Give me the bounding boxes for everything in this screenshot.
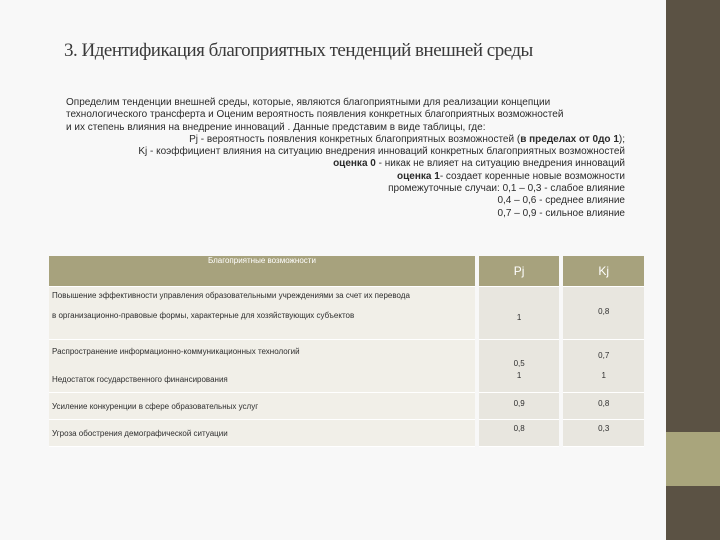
row-3-label: Усиление конкуренции в сфере образовательных услуг: [49, 393, 475, 420]
row-2-label-b: Недостаток государственного финансирования: [52, 375, 228, 384]
intro-line-3: и их степень влияния на внедрение инноваций . Данные представим в виде таблицы, где:: [66, 121, 486, 133]
pj-symbol: Pj: [189, 133, 199, 145]
score-1-text: - создает коренные новые возможности: [439, 170, 625, 182]
table-row: [49, 287, 644, 340]
score-1-label: оценка 1: [397, 170, 440, 182]
row-1-kj: 0,8: [563, 287, 644, 340]
side-bar-top: [666, 0, 720, 432]
table-header-row: [49, 256, 644, 287]
header-kj: Kj: [563, 256, 644, 287]
medium-effect: 0,4 – 0,6 - среднее влияние: [497, 195, 625, 207]
kj-symbol: Kj: [138, 146, 148, 158]
row-2-pj: 0,5 1: [479, 340, 560, 393]
row-4-pj: 0,8: [479, 420, 560, 447]
strong-effect: 0,7 – 0,9 - сильное влияние: [497, 207, 625, 219]
score-0-definition: [66, 158, 625, 170]
row-1-label-a: Повышение эффективности управления образовательными учреждениями за счет их перевода: [52, 291, 410, 300]
intermediate-cases: промежуточные случаи: 0,1 – 0,3 - слабое влияние: [388, 183, 625, 195]
pj-text: - вероятность появления конкретных благоприятных возможностей (: [198, 133, 521, 145]
table-row: [49, 420, 644, 447]
score-0-label: оценка 0: [333, 158, 376, 170]
row-1-label: [49, 287, 475, 340]
score-0-text: - никак не влияет на ситуацию внедрения инноваций: [375, 158, 625, 170]
row-3-pj: 0,9: [479, 393, 560, 420]
row-2-kj: 0,7 1: [563, 340, 644, 393]
row-2-label-a: Распространение информационно-коммуникационных технологий: [52, 347, 300, 356]
intro-line-1: Определим тенденции внешней среды, которые, являются благоприятными для реализации концепции: [66, 97, 551, 108]
pj-definition: [66, 134, 625, 146]
intro-line-2: технологического трансферта и Оценим вероятность появления конкретных благоприятных возможностей: [66, 109, 564, 121]
row-4-kj: 0,3: [563, 420, 644, 447]
row-2-label: [49, 340, 475, 393]
row-1-pj: 1: [479, 287, 560, 340]
header-opportunities: Благоприятные возможности: [49, 256, 475, 287]
row-4-label: Угроза обострения демографической ситуации: [49, 420, 475, 447]
score-1-definition: [66, 171, 625, 183]
side-bar-accent: [666, 432, 720, 486]
opportunities-table: [49, 256, 644, 447]
pj-end: );: [618, 133, 625, 145]
pj-range: в пределах от 0до 1: [520, 133, 619, 145]
side-bar-bottom: [666, 486, 720, 540]
row-3-kj: 0,8: [563, 393, 644, 420]
kj-text: - коэффициент влияния на ситуацию внедрения инноваций конкретных благоприятных возможностей: [147, 146, 625, 158]
table-row: [49, 393, 644, 420]
slide-title: 3. Идентификация благоприятных тенденций внешней среды: [64, 40, 533, 61]
table-row: [49, 340, 644, 393]
row-1-label-b: в организационно-правовые формы, характерные для хозяйствующих субъектов: [52, 311, 355, 320]
kj-definition: [66, 146, 625, 158]
header-pj: Pj: [479, 256, 560, 287]
intro-paragraph: [66, 97, 625, 220]
